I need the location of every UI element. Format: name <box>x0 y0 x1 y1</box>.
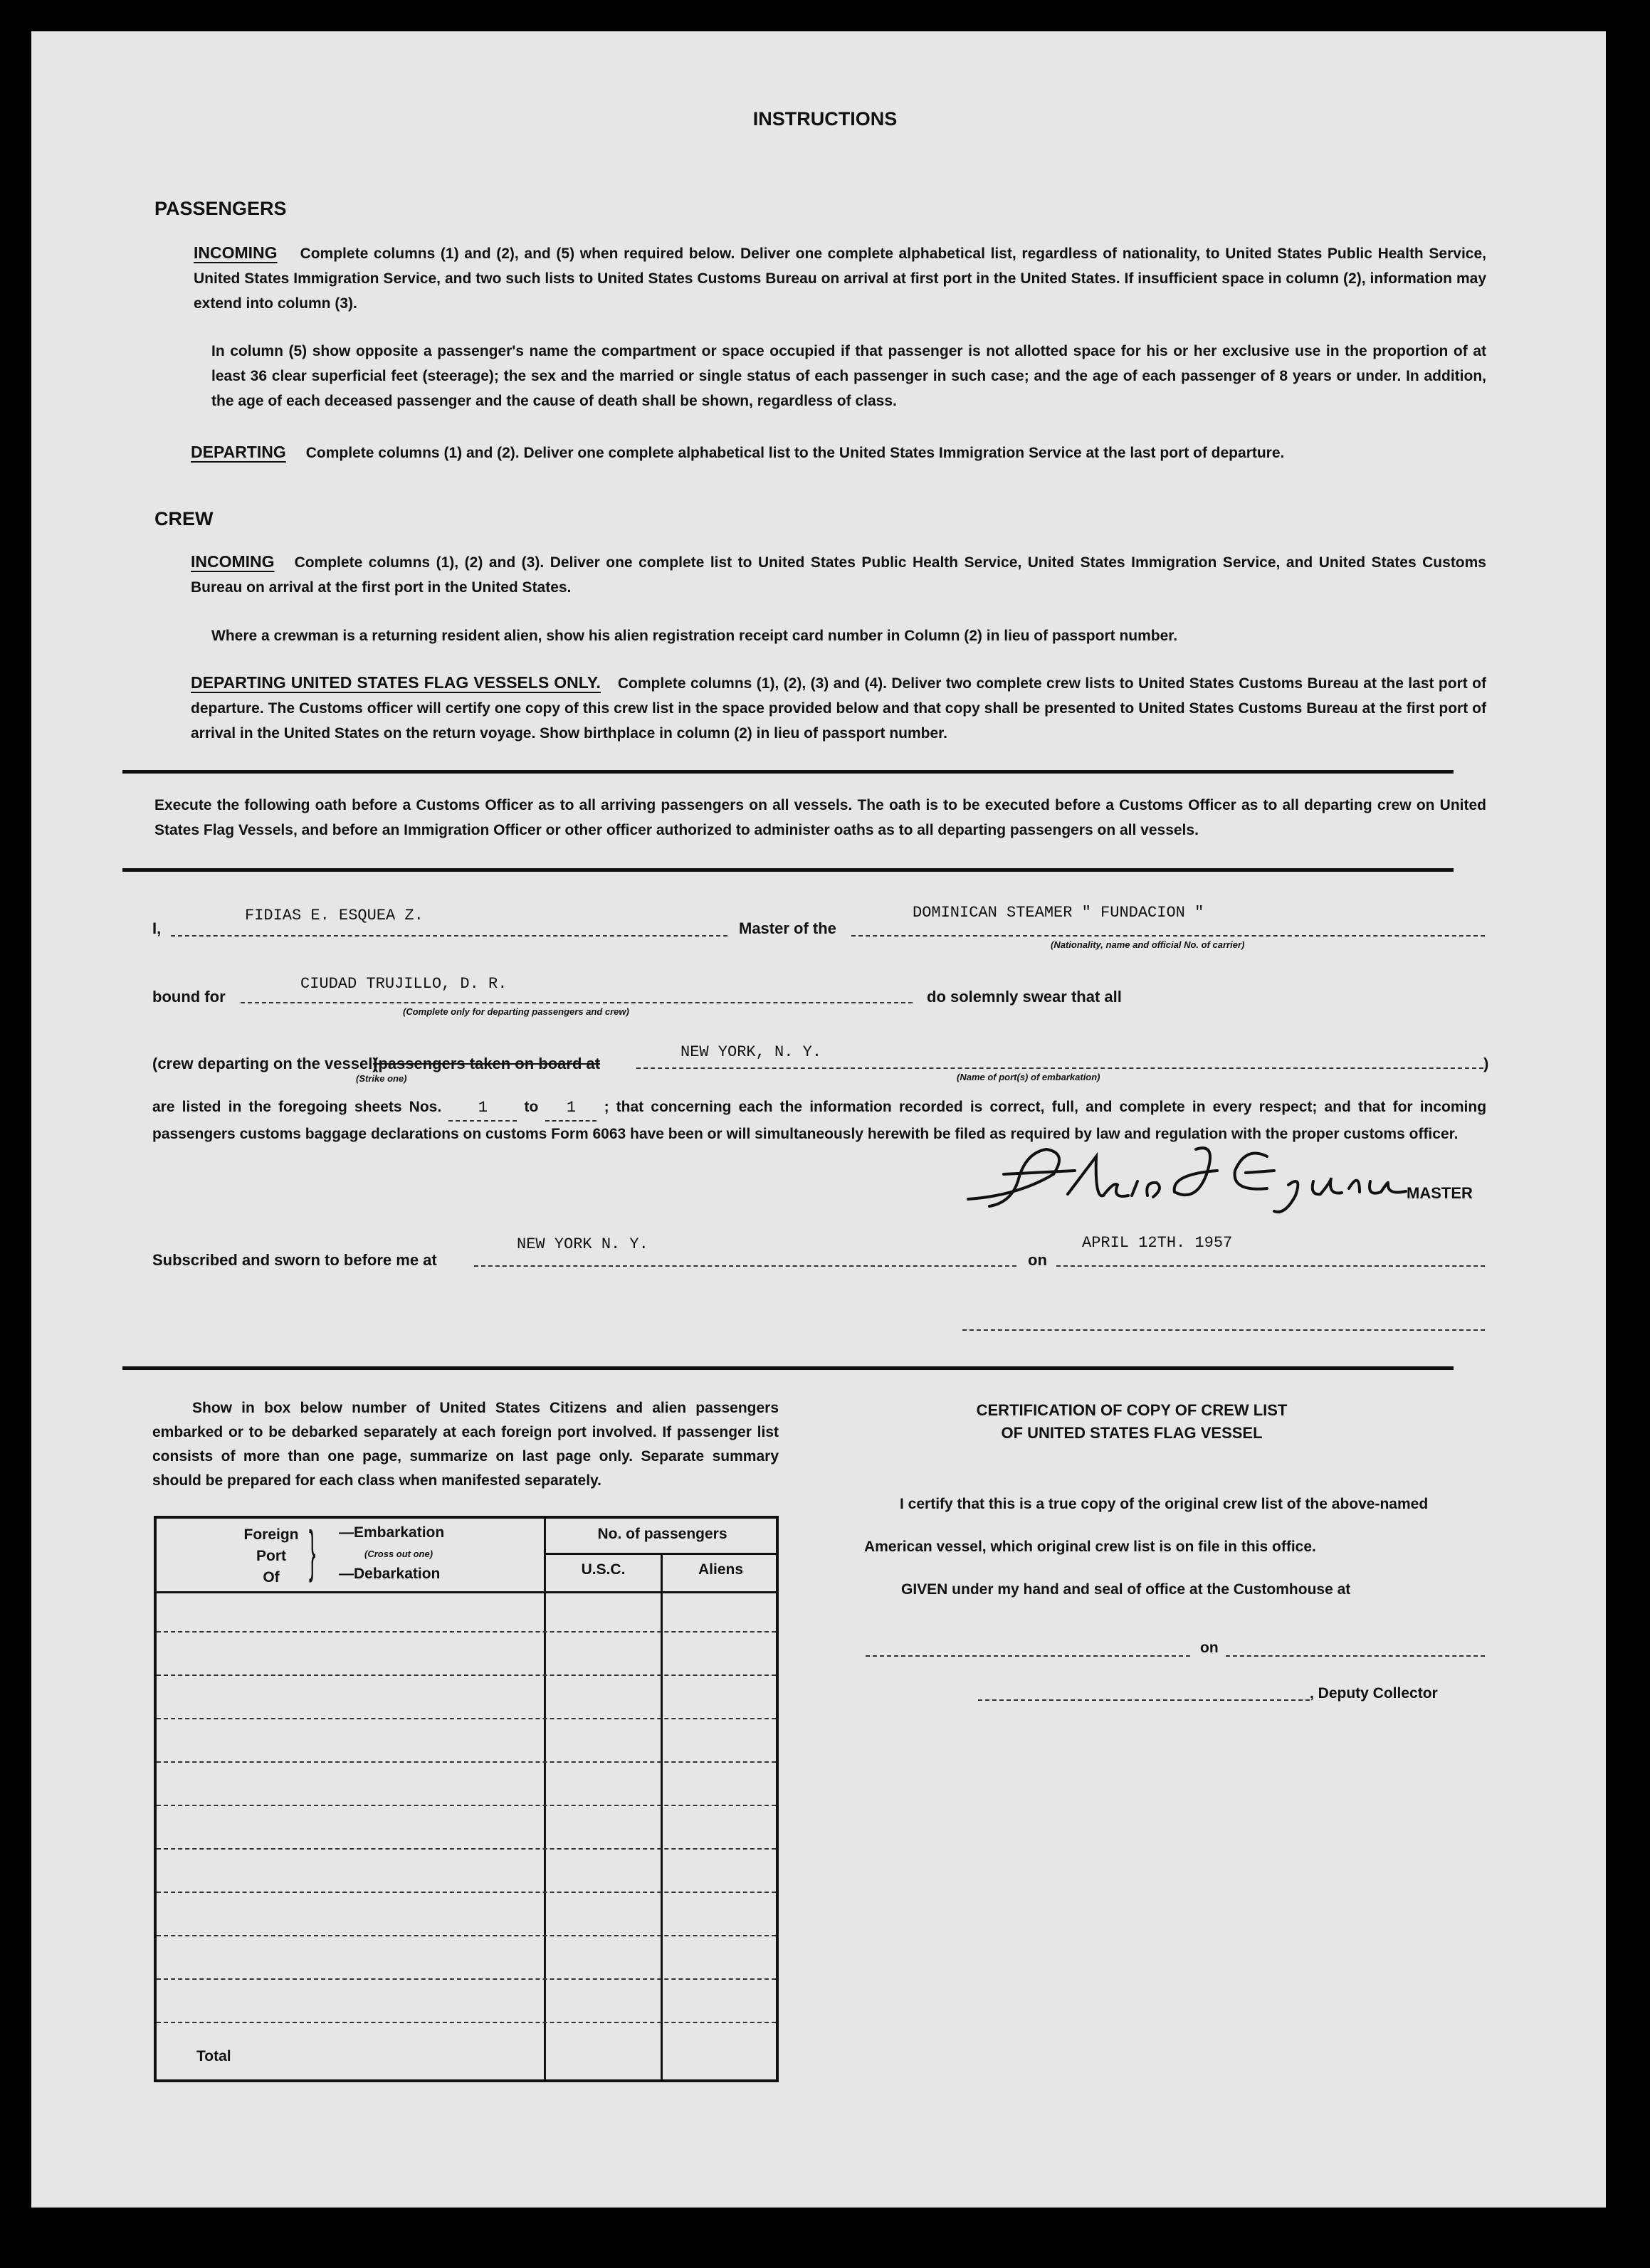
debarkation-option[interactable]: —Debarkation <box>339 1566 441 1582</box>
total-label: Total <box>196 2048 231 2064</box>
certification-line1: I certify that this is a true copy of the original crew list of the above-named <box>900 1496 1429 1512</box>
vessel-name[interactable]: DOMINICAN STEAMER " FUNDACION " <box>913 904 1204 922</box>
sworn-date-line <box>1056 1265 1485 1267</box>
master-signature <box>961 1132 1417 1217</box>
summary-col-rule <box>661 1554 663 2079</box>
passengers-departing-text: Complete columns (1) and (2). Deliver one complete alphabetical list to the United States Immigration Service at the last port of departure. <box>305 445 1285 461</box>
sheets-label: are listed in the foregoing sheets Nos. <box>152 1099 442 1115</box>
passengers-departing-label: DEPARTING <box>191 443 286 461</box>
summary-header-rule <box>157 1591 776 1593</box>
certification-line3: GIVEN under my hand and seal of office at the Customhouse at <box>901 1581 1351 1598</box>
sworn-place[interactable]: NEW YORK N. Y. <box>517 1235 648 1253</box>
crew-departing-label: DEPARTING UNITED STATES FLAG VESSELS ONLY. <box>191 673 601 692</box>
certification-on-label: on <box>1200 1640 1219 1656</box>
certification-title <box>854 1399 1409 1445</box>
divider-rule <box>122 868 1454 872</box>
table-row[interactable] <box>157 1848 776 1850</box>
summary-table <box>154 1516 779 2082</box>
master-of-label: Master of the <box>739 919 836 937</box>
passengers-incoming-block <box>194 241 1486 316</box>
passengers-incoming-text2: In column (5) show opposite a passenger's name the compartment or space occupied if that passenger is not allotted space for his or her exclusive use in the proportion of at least 36 clear superficial feet (steerage); the sex and the married or single status of each passenger in such case; and the age of each passenger of 8 years or under. In addition, the age of each deceased passenger and the cause of death shall be shown, regardless of class. <box>211 343 1486 409</box>
sworn-place-line <box>474 1265 1016 1267</box>
port-value[interactable]: NEW YORK, N. Y. <box>681 1043 822 1061</box>
table-row[interactable] <box>157 1978 776 1980</box>
certification-title-line2: OF UNITED STATES FLAG VESSEL <box>1001 1424 1263 1442</box>
crew-incoming-text2: Where a crewman is a returning resident alien, show his alien registration receipt card number in Column (2) in lieu of passport number. <box>211 628 1178 644</box>
crew-departing-label: (crew departing on the vessel) <box>152 1055 378 1072</box>
aliens-header: Aliens <box>698 1561 744 1578</box>
certification-line2: American vessel, which original crew list is on file in this office. <box>864 1539 1316 1555</box>
page-title: INSTRUCTIONS <box>752 108 898 130</box>
no-of-passengers-header: No. of passengers <box>597 1526 727 1542</box>
crew-incoming-block <box>191 549 1486 600</box>
deputy-signature-line[interactable] <box>978 1699 1310 1701</box>
passengers-incoming-label: INCOMING <box>194 243 278 262</box>
usc-header: U.S.C. <box>581 1561 626 1578</box>
of-label: Of <box>263 1569 280 1586</box>
passengers-heading: PASSENGERS <box>154 198 287 219</box>
customhouse-line[interactable] <box>866 1655 1190 1657</box>
passengers-taken-label: (passengers taken on board at <box>373 1055 601 1072</box>
table-row[interactable] <box>157 1631 776 1633</box>
passengers-departing-block <box>191 440 1486 465</box>
foreign-label: Foreign <box>243 1526 299 1543</box>
brace-glyph: } <box>309 1519 316 1583</box>
bound-for-value[interactable]: CIUDAD TRUJILLO, D. R. <box>300 975 508 993</box>
crew-departing-block <box>191 670 1486 746</box>
crew-incoming-label: INCOMING <box>191 552 275 571</box>
subscribed-label: Subscribed and sworn to before me at <box>152 1251 437 1269</box>
foreign-port-of-label <box>239 1524 303 1588</box>
to-label: to <box>524 1099 539 1115</box>
table-row[interactable] <box>157 1761 776 1763</box>
officer-signature-line[interactable] <box>962 1329 1485 1331</box>
embarkation-option[interactable]: —Embarkation <box>339 1524 445 1541</box>
sheets-text: ; that concerning each the information recorded is correct, full, and complete in every respect; and that for incoming passengers customs baggage declarations on customs Form 6063 have been or will simultaneously herewith be filed as required by law and regulation with the proper customs officer. <box>152 1099 1487 1142</box>
port-label: Port <box>256 1548 286 1564</box>
master-name[interactable]: FIDIAS E. ESQUEA Z. <box>245 907 424 924</box>
summary-subheader-rule <box>544 1553 779 1555</box>
certification-date-line[interactable] <box>1226 1655 1485 1657</box>
summary-col-rule <box>544 1519 546 2079</box>
strike-note: (Strike one) <box>356 1073 407 1084</box>
cross-out-note: (Cross out one) <box>364 1549 433 1559</box>
port-note: (Name of port(s) of embarkation) <box>957 1072 1100 1082</box>
oath-instructions: Execute the following oath before a Customs Officer as to all arriving passengers on all vessels. The oath is to be executed before a Customs Officer as to all departing crew on United States Flag Vessels, and before an Immigration Officer or other officer authorized to administer oaths as to all departing passengers on all vessels. <box>154 797 1486 838</box>
table-row[interactable] <box>157 1718 776 1719</box>
divider-rule <box>122 1366 1454 1370</box>
crew-heading: CREW <box>154 508 214 529</box>
master-name-line <box>171 935 727 937</box>
bound-for-label: bound for <box>152 988 226 1006</box>
oath-i-label: I, <box>152 919 162 937</box>
table-row[interactable] <box>157 2022 776 2023</box>
passengers-incoming-text: Complete columns (1) and (2), and (5) when required below. Deliver one complete alphabetical list, regardless of nationality, to United States Public Health Service, United States Immigration Service, and two such lists to United States Customs Bureau on arrival at first port in the United States. If insufficient space in column (2), information may extend into column (3). <box>194 246 1486 312</box>
crew-incoming-text: Complete columns (1), (2) and (3). Deliver one complete list to United States Public Health Service, United States Immigration Service, and United States Customs Bureau on arrival at the first port in the United States. <box>191 554 1486 596</box>
divider-rule <box>122 770 1454 774</box>
bound-for-note: (Complete only for departing passengers and crew) <box>403 1006 629 1017</box>
table-row[interactable] <box>157 1674 776 1676</box>
vessel-line <box>851 935 1485 937</box>
close-paren: ) <box>1483 1055 1489 1072</box>
sworn-on-label: on <box>1028 1251 1047 1269</box>
vessel-note: (Nationality, name and official No. of carrier) <box>1051 939 1245 950</box>
master-label: MASTER <box>1407 1184 1473 1202</box>
swear-label: do solemnly swear that all <box>927 988 1122 1006</box>
certification-title-line1: CERTIFICATION OF COPY OF CREW LIST <box>976 1401 1288 1419</box>
sworn-date[interactable]: APRIL 12TH. 1957 <box>1082 1234 1233 1252</box>
sheet-from[interactable]: 1 <box>448 1095 517 1122</box>
table-row[interactable] <box>157 1805 776 1806</box>
sheet-to[interactable]: 1 <box>545 1095 597 1122</box>
table-row[interactable] <box>157 1892 776 1893</box>
port-line <box>636 1067 1483 1069</box>
summary-instructions: Show in box below number of United States Citizens and alien passengers embarked or to be debarked separately at each foreign port involved. If passenger list consists of more than one page, summarize on last page only. Separate summary should be prepared for each class when manifested separately. <box>152 1400 779 1489</box>
crew-departing-text: Complete columns (1), (2), (3) and (4). Deliver two complete crew lists to United States Customs Bureau at the last port of departure. The Customs officer will certify one copy of this crew list in the space provided below and that copy shall be presented to United States Customs Bureau at the first port of arrival in the United States on the return voyage. Show birthplace in column (2) in lieu of passport number. <box>191 675 1486 742</box>
deputy-collector-label: , Deputy Collector <box>1310 1685 1438 1702</box>
table-row[interactable] <box>157 1935 776 1936</box>
bound-for-line <box>241 1002 913 1003</box>
